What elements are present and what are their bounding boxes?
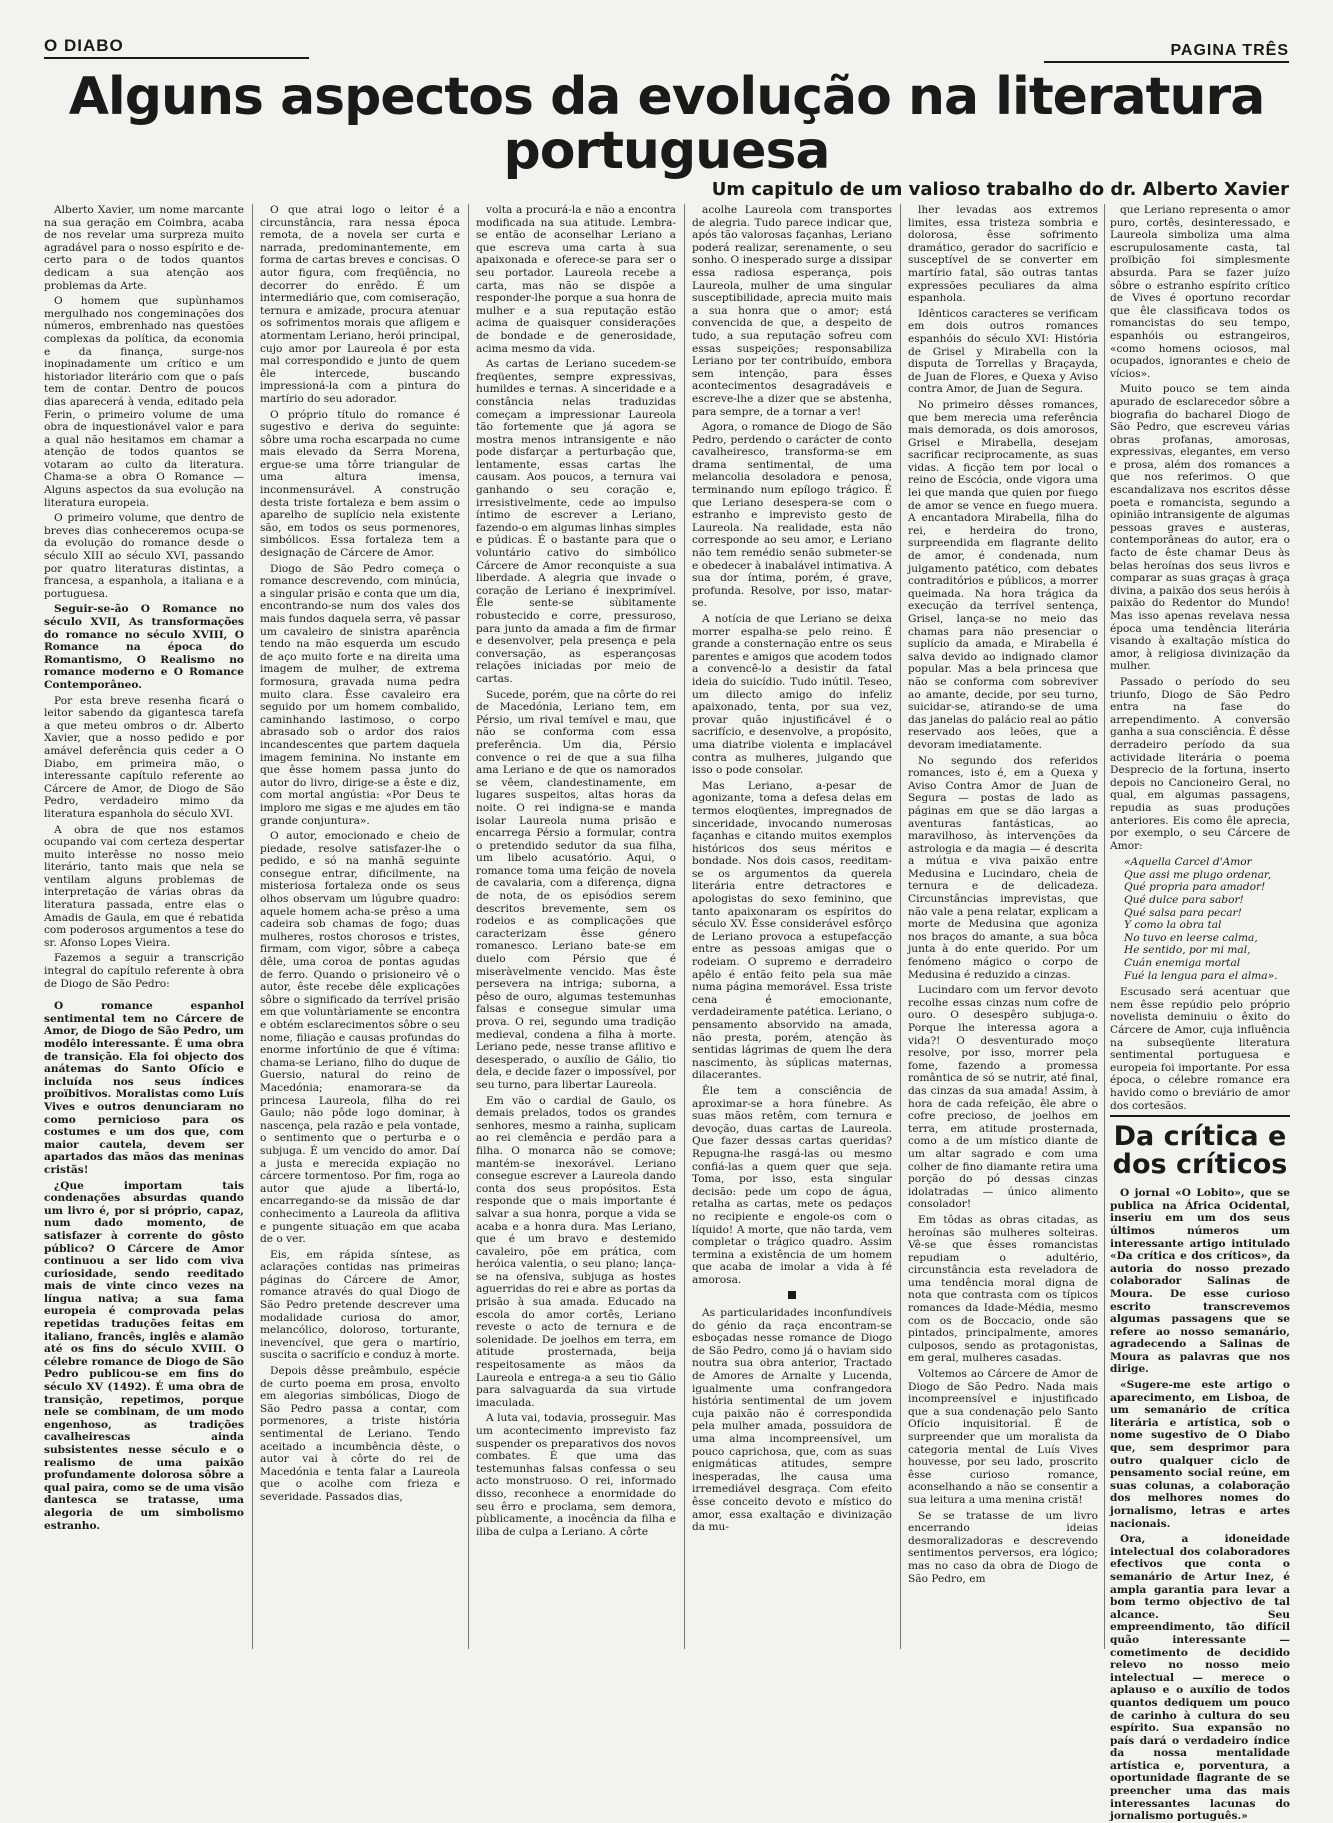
column-rule: [468, 204, 469, 1649]
column-rule: [1104, 204, 1105, 1649]
section-separator: [692, 1290, 892, 1303]
paragraph: Mas Leriano, a-pesar de agonizante, toma a defesa delas em termos eloqüentes, impregnados de sinceridade, invocando numerosas façanhas e citando muitos exemplos históricos dos seus méritos e bondade. Nos dois casos, reeditam-se os argumentos da querela literária entre detractores e apologistas do sexo feminino, que tanto apaixonaram os espíritos do século XV. Êsse considerável esfôrço de Leriano provoca a estupefacção entre as pessoas amigas que o rodeiam. O supremo e derradeiro apêlo é então feito pela sua mãe numa página memorável. Essa triste cena é emocionante, verdadeiramente patética. Leriano, o pensamento absorvido na amada, não presta, porém, atenção às sentidas lágrimas de quem lhe dera nascimento, às súplicas maternas, dilacerantes.: [692, 779, 892, 1082]
paragraph: Alberto Xavier, um nome marcante na sua geração em Coimbra, acaba de nos revelar uma surpreza muito agradável para o nosso espírito e de-certo para o de todos quantos dedicam a sua atenção aos problemas da Arte.: [44, 204, 244, 292]
paragraph: que Leriano representa o amor puro, cortês, desinteressado, e Laureola simboliza uma alma escrupulosamente casta, tal proïbição foi simplesmente absurda. Para se fazer juízo sôbre o estranho espírito crítico de Vives é oportuno recordar que êle classificava todos os romancistas do seu tempo, espanhóis ou estrangeiros, «como homens ociosos, mal ocupados, ignorantes e cheio de vícios».: [1110, 204, 1290, 380]
paragraph: O primeiro volume, que dentro de breves dias conheceremos ocupa-se da evolução do romance desde o século XIII ao século XVI, passando por quatro literaturas distintas, a francesa, a espanhola, a italiana e a portuguesa.: [44, 512, 244, 600]
masthead: O DIABO: [44, 36, 124, 55]
sidebar-box: [1110, 1115, 1290, 1823]
page-label: PAGINA TRÊS: [1170, 42, 1289, 59]
paragraph: Por esta breve resenha ficará o leitor sabendo da gigantesca tarefa a que meteu ombros o dr. Alberto Xavier, que a nosso pedido e por amável deferência quis ceder a O Diabo, em primeira mão, o interessante capítulo referente ao Cárcere de Amor, de Diogo de São Pedro, verdadeiro mimo da literatura espanhola do século XVI.: [44, 694, 244, 820]
paragraph: Se se tratasse de um livro encerrando ideias desmoralizadoras e descrevendo sentimentos perversos, era lógico; mas no caso da obra de Diogo de São Pedro, em: [908, 1509, 1098, 1585]
paragraph: O próprio título do romance é sugestivo e deriva do seguinte: sôbre uma rocha escarpada no cume mais elevado da Serra Morena, ergue-se uma tôrre triangular de uma altura imensa, inconmensurável. A construção desta triste fortaleza e bem assim o aparelho de suplício nela existente são, em todos os seus pormenores, simbólicos. Essa fortaleza tem a designação de Cárcere de Amor.: [260, 408, 460, 560]
column-3: [476, 204, 676, 1604]
paragraph: O que atrai logo o leitor é a circunstância, rara nessa época remota, de a novela ser curta e narrada, predominantemente, em forma de cartas breves e concisas. O autor figura, com freqüência, no decorrer do enrêdo. É um intermediário que, com comiseração, ternura e amizade, procura atenuar os sofrimentos morais que afligem e atormentam Leriano, herói principal, cujo amor por Laureola é por esta mal correspondido e junto de quem êle intercede, buscando impressioná-la com a pintura do martírio do seu adorador.: [260, 204, 460, 405]
paragraph: As particularidades inconfundíveis do génio da raça encontram-se esboçadas nesse romance de Diogo de São Pedro, como já o haviam sido noutra sua obra anterior, Tractado de Amores de Arnalte y Lucenda, igualmente uma confrangedora história sentimental de um jovem cuja paixão não é correspondida pela mulher amada, possuidora de uma alma incompreensível, um pouco caprichosa, que, com as suas enigmáticas atitudes, sempre inesperadas, lhe causa uma irremediável desgraça. Com efeito êsse conceito devoto e místico do amor, essa exaltação e divinização da mu-: [692, 1307, 892, 1534]
paragraph: No primeiro dêsses romances, que bem merecia uma referência mais demorada, os dois amorosos, Grisel e Mirabella, desejam sacrificar reciprocamente, as suas vidas. A ficção tem por local o reino de Escócia, onde vigora uma lei que manda que quien por fuego de amor se vence en fuego muera. A encantadora Mirabella, filha do rei, e herdeira do trono, surpreendida em flagrante delito de amor, é condenada, num julgamento patético, com debates contraditórios e públicos, a morrer queimada. Na hora trágica da execução da terrível sentença, Grisel, lança-se no meio das chamas para não presenciar o suplício da amada, e Mirabella é salva devido ao indignado clamor popular. Mas a bela princesa que não se conforma com sobreviver ao amante, decide, por seu turno, suicidar-se, atirando-se de uma das janelas do palácio real ao pátio reservado aos leões, que a devoram imediatamente.: [908, 398, 1098, 751]
column-rule: [252, 204, 253, 1649]
paragraph: Em vão o cardial de Gaulo, os demais prelados, todos os grandes senhores, mesmo a rainha, suplicam ao rei clemência e perdão para a filha. O monarca não se comove; mantém-se inexorável. Leriano consegue escrever a Laureola dando conta dos seus propósitos. Esta responde que o mais importante é salvar a sua honra, porque a vida se acaba e a honra dura. Mas Leriano, que é um bravo e destemido cavaleiro, põe em prática, com heróica valentia, o seu plano; lança-se na ofensiva, subjuga as hostes aguerridas do rei e abre as portas da prisão à sua amada. Educado na escola do amor cortês, Leriano reveste o acto de ternura e de solenidade. De joelhos em terra, em atitude prosternada, beija respeitosamente as mãos da Laureola e entrega-a a seu tio Gálio para salvaguarda da sua virtude imaculada.: [476, 1094, 676, 1409]
paragraph: ¿Que importam tais condenações absurdas quando um livro é, por si próprio, capaz, num dado momento, de satisfazer à corrente do gôsto público? O Cárcere de Amor continuou a ser lido com viva curiosidade, sendo reeditado mais de vinte cinco vezes na língua nativa; a sua fama europeia é comprovada pelas repetidas traduções feitas em italiano, francês, inglês e alamão até os fins do século XVIII. O célebre romance de Diogo de São Pedro publicou-se em fins do século XV (1492). É uma obra de transição, repetimos, porque nele se combinam, de um modo engenhoso, as tradições cavalheirescas ainda subsistentes nesse século e o realismo de uma paixão profundamente dolorosa sôbre a qual paira, como se de uma visão dantesca se tratasse, uma alegoria de um simbolismo estranho.: [44, 1179, 244, 1532]
column-6: [1110, 204, 1290, 1823]
paragraph: O autor, emocionado e cheio de piedade, resolve satisfazer-lhe o pedido, e só na manhã seguinte consegue entrar, dificilmente, na misteriosa fortaleza onde os seus olhos observam um lúgubre quadro: aquele homem acha-se prêso a uma cadeira sob chamas de fogo; duas mulheres, rostos chorosos e tristes, firmam, com vigor, sôbre a cabeça dêle, uma coroa de pontas agudas de ferro. Quando o prisioneiro vê o autor, êste recebe dêle explicações sôbre o significado da terrível prisão em que voluntàriamente se encontra e obtém esclarecimentos sôbre o seu nome, filiação e causas profundas do enorme infortúnio de que é vítima: chama-se Leriano, filho do duque de Guersio, natural do reino de Macedónia; enamorara-se da princesa Laureola, filha do rei Gaulo; não pôde logo dominar, à nascença, pela razão e pela vontade, o sentimento que o perturba e o subjuga. É um vencido do amor. Daí a justa e merecida expiação no cárcere tormentoso. Por fim, roga ao autor que ajude a libertá-lo, encarregando-se da missão de dar conhecimento a Laureola da aflitiva e pungente situação em que acaba de o ver.: [260, 830, 460, 1246]
paragraph: O homem que supùnhamos mergulhado nos congeminações dos números, embrenhado nas questões complexas da política, da economia e da finança, surge-nos inopinadamente um crítico e um historiador literário com que o país tem de contar. Dentro de poucos dias aparecerá à venda, editado pela Ferin, o primeiro volume de uma obra de inquestionável valor e para a qual não hesitamos em chamar a atenção de todos quantos se votaram ao culto da literatura. Chama-se a obra O Romance — Alguns aspectos da sua evolução na literatura europeia.: [44, 295, 244, 509]
paragraph: O romance espanhol sentimental tem no Cárcere de Amor, de Diogo de São Pedro, um modêlo interessante. É uma obra de transição. Ela foi objecto dos anátemas do Santo Ofício e incluída nos seus índices proïbitivos. Moralistas como Luís Vives e outros denunciaram no como pernicioso para os costumes e um dos que, com maior cautela, devem ser apartados das mãos das meninas cristãs!: [44, 1000, 244, 1176]
column-4: [692, 204, 892, 1604]
paragraph: Sucede, porém, que na côrte do rei de Macedónia, Leriano tem, em Pérsio, um rival temível e mau, que não se conforma com essa preferência. Um dia, Pérsio convence o rei de que a sua filha ama Leriano e de que os namorados se vêem, clandestinamente, em lugares suspeitos, altas horas da noite. O rei indigna-se e manda isolar Laureola numa prisão e encarrega Pérsio a formular, contra o pretendido sedutor da sua filha, um libelo acusatório. Aqui, o romance toma uma feição de novela de cavalaria, com a diferença, digna de nota, de os episódios serem descritos brevemente, sem os rodeios e as complicações que caracterizam êsse género romanesco. Leriano bate-se em duelo com Pérsio que é miseràvelmente vencido. Mas êste persevera na intriga; suborna, a pêso de ouro, algumas testemunhas falsas e consegue simular uma prova. O rei, segundo uma tradição medieval, condena a filha à morte. Leriano pede, nesse transe aflitivo e desesperado, o auxílio de Gálio, tio dela, e decide fazer o impossível, por seu turno, para libertar Laureola.: [476, 688, 676, 1091]
paragraph: lher levadas aos extremos limites, essa tristeza sombria e dolorosa, êsse sofrimento dramático, gerador do sacrifício e susceptível de se converter em martírio fatal, são outras tantas expressões peculiares da alma espanhola.: [908, 204, 1098, 305]
paragraph: Seguir-se-ão O Romance no século XVII, As transformações do romance no século XVIII, O Romance na época do Romantismo, O Realismo no romance moderno e O Romance Contemporâneo.: [44, 603, 244, 691]
paragraph: Agora, o romance de Diogo de São Pedro, perdendo o carácter de conto cavalheiresco, transforma-se em drama sentimental, de uma melancolia desoladora e penosa, terminando num epílogo trágico. É que Leriano desespera-se com o estranho e imprevisto gesto de Laureola. Na realidade, esta não corresponde ao seu amor, e Leriano não tem remédio senão submeter-se e obedecer à inabalável intimativa. A sua dor íntima, porém, é grave, profunda. Resolve, por isso, matar-se.: [692, 421, 892, 610]
column-5: [908, 204, 1098, 1604]
paragraph: volta a procurá-la e não a encontra modificada na sua atitude. Lembra-se então de aconselhar Leriano a que escreva uma carta à sua apaixonada e oferece-se para ser o seu portador. Laureola recebe a carta, mas não se dispõe a responder-lhe porque a sua honra de mulher e a sua reputação estão acima de quaisquer considerações de bondade e de generosidade, acima mesmo da vida.: [476, 204, 676, 355]
paragraph: A notícia de que Leriano se deixa morrer espalha-se pelo reino. É grande a consternação entre os seus parentes e amigos que acodem todos a convencê-lo a desistir da fatal ideia do suicídio. Tudo inútil. Teseo, um dilecto amigo do infeliz apaixonado, tenta, por sua vez, provar quão injustificável é o sacrifício, e desenvolve, a propósito, uma diatribe violenta e implacável contra as mulheres, julgando que isso o pode consolar.: [692, 613, 892, 777]
article-subhead: Um capitulo de um valioso trabalho do dr. Alberto Xavier: [711, 179, 1289, 200]
paragraph: Eis, em rápida síntese, as aclarações contidas nas primeiras páginas do Cárcere de Amor, romance através do qual Diogo de São Pedro pretende descrever uma modalidade curiosa do amor, melancólico, doloroso, torturante, inevencível, que gera o martírio, suscita o sacrifício e conduz à morte.: [260, 1248, 460, 1362]
paragraph: Lucindaro com um fervor devoto recolhe essas cinzas num cofre de ouro. O desespêro subjuga-o. Porque lhe interessa agora a vida?! O desventurado moço resolve, por isso, morrer pela fome, fazendo a promessa romântica de só se nutrir, até final, das cinzas da sua amada! Assim, à hora de cada refeição, êle abre o cofre precioso, de joelhos em terra, em atitude prosternada, como a de um místico diante de um altar sagrado e com uma colher de fino diamante retira uma porção do pó dessas cinzas idolatradas — único alimento consolador!: [908, 984, 1098, 1211]
paragraph: Escusado será acentuar que nem êsse repúdio pelo próprio novelista deminuiu o êxito do Cárcere de Amor, cuja influência na subseqüente literatura sentimental portuguesa e europeia foi importante. Por essa época, o célebre romance era havido como o breviário de amor dos cortesãos.: [1110, 986, 1290, 1112]
article-headline: Alguns aspectos da evolução na literatura portuguesa: [68, 67, 1265, 181]
column-2: [260, 204, 460, 1604]
paragraph: acolhe Laureola com transportes de alegria. Tudo parece indicar que, após tão valorosas façanhas, Leriano poderá realizar, serenamente, o seu sonho. O inesperado surge a dissipar essa radiosa esperança, pois Laureola, mulher de uma singular susceptibilidade, aprecia muito mais a sua honra que o amor; está convencida de que, a despeito de tudo, a sua reputação sofreu com essas suspeições; responsabiliza Leriano por ter contribuído, embora sem intenção, para êsses acontecimentos desagradáveis e escreve-lhe a dizer que se abstenha, para sempre, de a tornar a ver!: [692, 204, 892, 418]
box-rule: [1110, 1115, 1290, 1117]
paragraph: Depois dêsse preâmbulo, espécie de curto poema em prosa, envolto em alegorias simbólicas, Diogo de São Pedro passa a contar, com pormenores, a triste história sentimental de Leriano. Tendo aceitado a incumbência dêste, o autor vai à côrte do rei de Macedónia e tenta falar a Laureola que o acolhe com frieza e severidade. Passados dias,: [260, 1365, 460, 1503]
masthead-rule: [44, 57, 309, 59]
paragraph: Voltemos ao Cárcere de Amor de Diogo de São Pedro. Nada mais incompreensível e injustificado que a sua condenação pelo Santo Ofício inquisitorial. É de surpreender que um moralista da categoria mental de Luís Vives houvesse, por seu lado, proscrito êsse curioso romance, aconselhando a não se consentir a sua leitura a uma menina cristã!: [908, 1368, 1098, 1506]
paragraph: A obra de que nos estamos ocupando vai com certeza despertar muito interêsse no nosso meio literário, tanto mais que nela se ventilam alguns problemas de interpretação de várias obras da literatura passada, entre elas o Amadis de Gaula, em que é rebatida com poderosos argumentos a tese do sr. Afonso Lopes Vieira.: [44, 823, 244, 949]
paragraph: Idênticos caracteres se verificam em dois outros romances espanhóis do século XVI: História de Grisel y Mirabella con la disputa de Torrellas y Braçayda, de Juan de Flores, e Quexa y Aviso contra Amor, de Juan de Segura.: [908, 307, 1098, 396]
poem-quote: «Aquella Carcel d'Amor Que assi me plugo ordenar, Qué propria para amador! Qué dulce para sabor! Qué salsa para pecar! Y como la obra tal No tuvo en leerse calma, He sentido, por mi mal, Cuán enemiga mortal Fué la lengua para el alma».: [1124, 856, 1278, 982]
paragraph: Fazemos a seguir a transcrição integral do capítulo referente à obra de Diogo de São Pedro:: [44, 952, 244, 990]
square-separator-icon: [788, 1291, 796, 1299]
paragraph: Diogo de São Pedro começa o romance descrevendo, com minúcia, a singular prisão e conta que um dia, encontrando-se num dos vales dos mais fundos daquela serra, vê passar um cavaleiro de sinistra aparência tendo na mão esquerda um escudo de aço muito forte e na direita uma imagem de mulher, de extrema formosura, gravada numa pedra muito clara. Êsse cavaleiro era seguido por um homem combalido, caminhando lastimoso, o corpo abrasado sob o ardor dos raios incandescentes que partem daquela imagem feminina. No instante em que êsse homem passa junto do autor do livro, dirige-se a êste e diz, com mortal angústia: «Por Deus te imploro me sigas e me ajudes em tão grande conjuntura».: [260, 562, 460, 827]
paragraph: No segundo dos referidos romances, isto é, em a Quexa y Aviso Contra Amor de Juan de Segura — postas de lado as páginas em que se dão largas a aventuras fantásticas, ao maravilhoso, às intervenções da astrologia e da magia — é descrita a mútua e viva paixão entre Medusina e Lucindaro, cheia de ternura e de delicadeza. Circunstâncias imprevistas, que não vale a pena relatar, explicam a morte de Medusina que agoniza nos braços do amante, a sua bôca junta à do ente querido. Por um fenómeno mágico o corpo de Medusina é reduzido a cinzas.: [908, 754, 1098, 981]
paragraph: Em tôdas as obras citadas, as heroínas são mulheres solteiras. Vê-se que êsses romancistas repudiam o adultério, circunstância esta reveladora de uma tendência moral digna de nota que contrasta com os típicos romances da Idade-Média, mesmo com os de Boccacio, onde são pintados, principalmente, amores culposos, sendo as protagonistas, em geral, mulheres casadas.: [908, 1213, 1098, 1365]
paragraph: As cartas de Leriano sucedem-se freqüentes, sempre expressivas, humildes e ternas. A sinceridade e a constância nelas traduzidas começam a impressionar Laureola tão fortemente que já agora se mostra menos intransigente e não pode disfarçar a perturbação que, lentamente, essas cartas lhe causam. Aos poucos, a ternura vai ganhando o seu coração e, irresistivelmente, cede ao impulso íntimo de escrever a Leriano, fazendo-o em algumas linhas simples e púdicas. É o bastante para que o voluntário cativo do simbólico Cárcere de Amor reconquiste a sua liberdade. A alegria que invade o coração de Leriano é inexprimível. Êle sente-se sùbitamente robustecido e corre, pressuroso, para junto da amada a fim de firmar e desenvolver, pela presença e pela conversação, as esperançosas relações iniciadas por meio de cartas.: [476, 358, 676, 685]
paragraph: O jornal «O Lobito», que se publica na África Ocidental, inseriu em um dos seus últimos números um interessante artigo intitulado «Da crítica e dos críticos», da autoria do nosso prezado colaborador Salinas de Moura. De esse curioso escrito transcrevemos algumas passagens que se refere ao nosso semanário, agradecendo a Salinas de Moura as palavras que nos dirige.: [1110, 1187, 1290, 1376]
paragraph: A luta vai, todavia, prosseguir. Mas um acontecimento imprevisto faz suspender os preparativos dos novos combates. É que uma das testemunhas falsas confessa o seu acto monstruoso. O rei, informado disso, reconhece a enormidade do seu êrro e proclama, sem demora, pùblicamente, a inocência da filha e iliba de culpa a Leriano. A côrte: [476, 1412, 676, 1538]
paragraph: Êle tem a consciência de aproximar-se a hora fúnebre. As suas mãos retêm, com ternura e devoção, duas cartas de Laureola. Que fazer dessas cartas queridas? Repugna-lhe rasgá-las ou mesmo confiá-las a quem quer que seja. Toma, por isso, esta singular decisão: pede um copo de água, retalha as cartas, mete os pedaços no recipiente e engole-os com o líquido! A morte, que não tarda, vem completar o trágico quadro. Assim termina a existência de um homem que acaba de imolar a vida à fé amorosa.: [692, 1084, 892, 1286]
paragraph: Passado o período do seu triunfo, Diogo de São Pedro entra na fase do arrependimento. A conversão ganha a sua consciência. É dêsse derradeiro período da sua actividade literária o poema Desprecio de la fortuna, inserto depois no Cancioneiro Geral, no qual, em algumas passagens, repudia as suas produções anteriores. Eis como êle aprecia, por exemplo, o seu Cárcere de Amor:: [1110, 675, 1290, 852]
paragraph: Muito pouco se tem ainda apurado de esclarecedor sôbre a biografia do bacharel Diogo de São Pedro, que escreveu várias obras profanas, amorosas, expressivas, elegantes, em verso e prosa, além dos romances a que nos referimos. O que escandalizava nos escritos dêsse poeta e romancista, segundo a opinião intransigente de algumas pessoas graves e austeras, contemporâneas do autor, era o facto de êste chamar Deus às belas heroínas dos seus livros e comparar as suas graças à graça divina, a paixão dos seus heróis à paixão do Redentor do Mundo! Mas isso apenas revelava nessa época uma tendência literária visando à exaltação mística do amor, à religiosa divinização da mulher.: [1110, 383, 1290, 673]
page-header: [44, 36, 1289, 66]
page-label-rule: [1044, 61, 1289, 63]
box-title: Da crítica e dos críticos: [1112, 1121, 1288, 1181]
paragraph: Ora, a idoneidade intelectual dos colaboradores efectivos que conta o semanário de Artur Inez, é ampla garantia para levar a bom termo objectivo de tal alcance. Seu empreendimento, tão difícil quão interessante — cometimento de decidido relevo no nosso meio intelectual — merece o aplauso e o auxílio de todos quantos dediquem um pouco de carinho à cultura do seu espírito. Sua expansão no país dará o verdadeiro índice da nossa mentalidade artística e, porventura, a oportunidade flagrante de se preencher uma das mais interessantes lacunas do jornalismo português.»: [1110, 1533, 1290, 1823]
column-rule: [900, 204, 901, 1649]
paragraph: «Sugere-me este artigo o aparecimento, em Lisboa, de um semanário de crítica literária e artística, sob o nome sugestivo de O Diabo que, sem desprimor para outro qualquer ciclo de pensamento social reúne, em suas colunas, a colaboração dos melhores nomes do jornalismo, letras e artes nacionais.: [1110, 1379, 1290, 1530]
column-rule: [684, 204, 685, 1649]
column-1: [44, 204, 244, 1604]
